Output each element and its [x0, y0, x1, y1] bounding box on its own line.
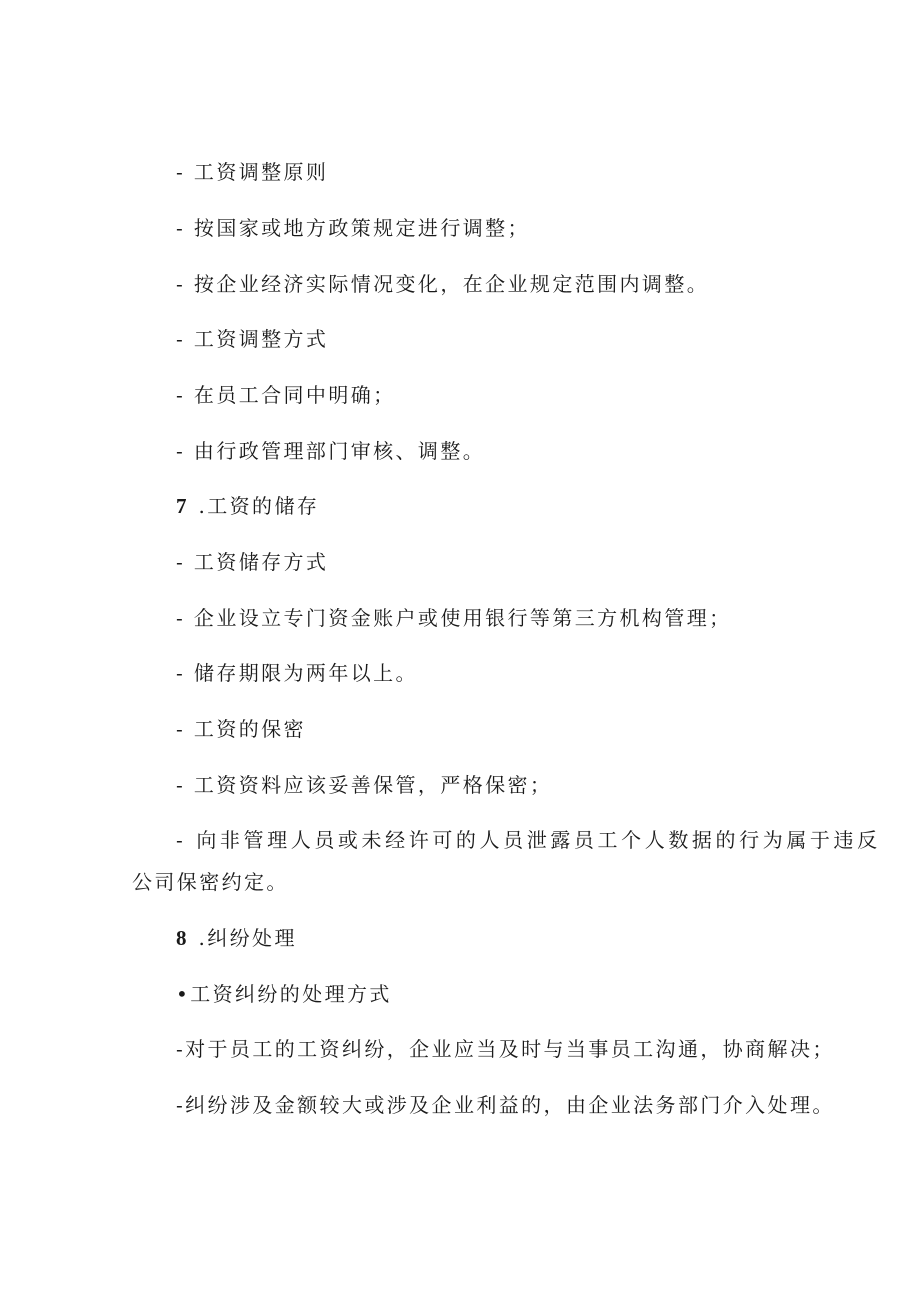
section-number: 7 — [176, 494, 187, 518]
line-dispute-method: •工资纠纷的处理方式 — [176, 982, 392, 1006]
line-keep-secret: - 工资资料应该妥善保管，严格保密； — [176, 773, 553, 797]
section-title: .工资的储存 — [198, 494, 320, 518]
section-number: 8 — [176, 926, 187, 950]
line-salary-adjust-method: - 工资调整方式 — [176, 327, 329, 351]
section-heading-8 — [176, 924, 796, 952]
line-storage-period: - 储存期限为两年以上。 — [176, 661, 418, 685]
line-dispute-legal: -纠纷涉及金额较大或涉及企业利益的，由企业法务部门介入处理。 — [176, 1093, 835, 1117]
line-admin-review: - 由行政管理部门审核、调整。 — [176, 439, 486, 463]
line-in-contract: - 在员工合同中明确； — [176, 383, 396, 407]
line-adjust-by-policy: - 按国家或地方政策规定进行调整； — [176, 216, 530, 240]
line-confidentiality: - 工资的保密 — [176, 717, 306, 741]
line-dedicated-account: - 企业设立专门资金账户或使用银行等第三方机构管理； — [176, 606, 732, 630]
line-storage-method: - 工资储存方式 — [176, 550, 329, 574]
line-leak-violation-continued: 公司保密约定。 — [132, 870, 289, 894]
line-dispute-negotiate: -对于员工的工资纠纷，企业应当及时与当事员工沟通，协商解决； — [176, 1037, 835, 1061]
line-adjust-by-economy: - 按企业经济实际情况变化，在企业规定范围内调整。 — [176, 272, 710, 296]
line-salary-adjust-principle: - 工资调整原则 — [176, 160, 329, 184]
section-title: .纠纷处理 — [198, 926, 297, 950]
section-heading-7 — [176, 492, 796, 520]
line-leak-violation: - 向非管理人员或未经许可的人员泄露员工个人数据的行为属于违反 — [176, 828, 881, 852]
